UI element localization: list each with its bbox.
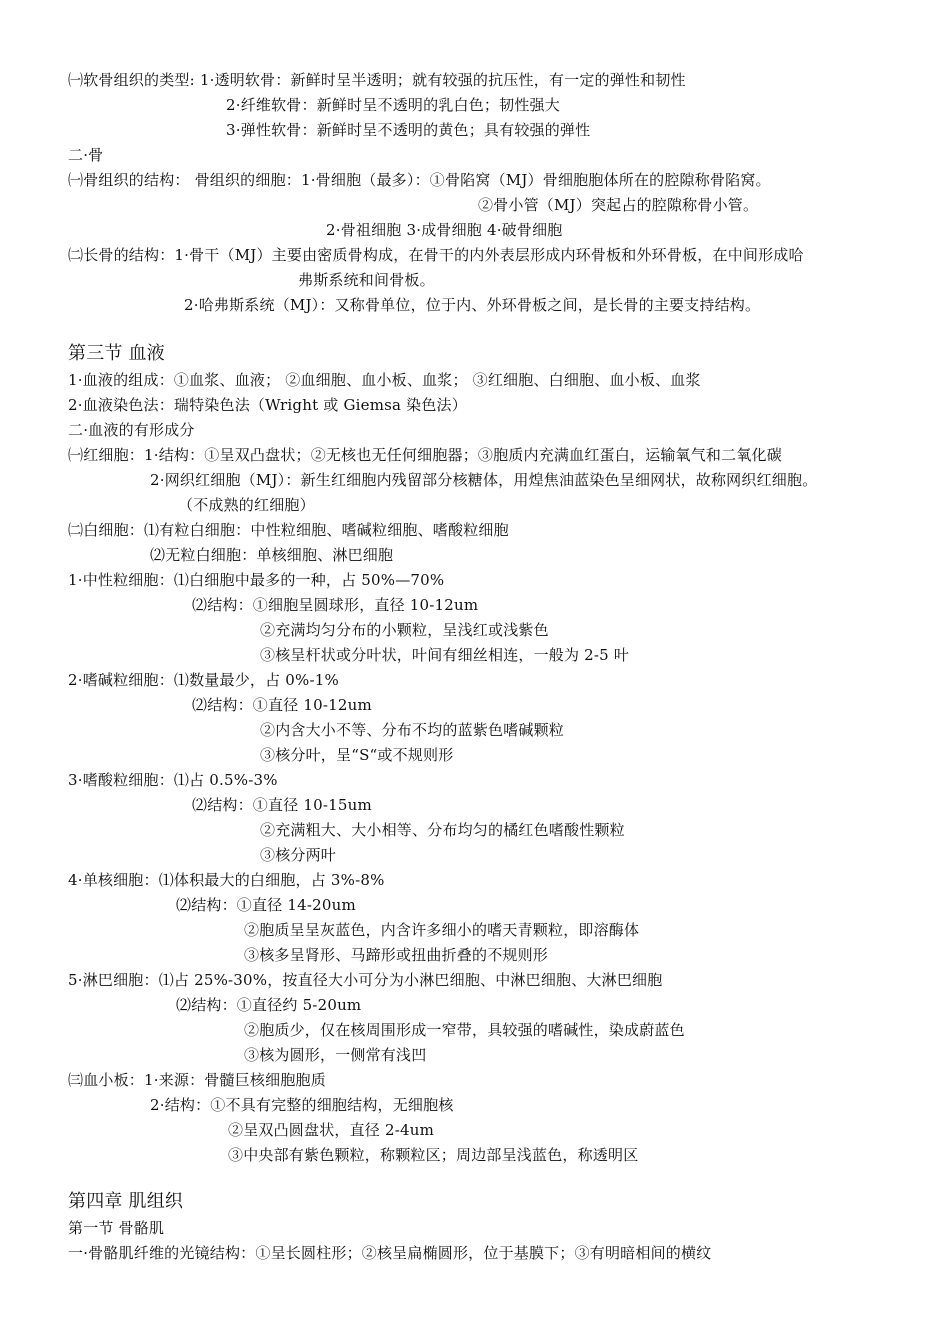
text-line: ㈡长骨的结构：1·骨干（MJ）主要由密质骨构成，在骨干的内外表层形成内环骨板和外环骨板，在中间形成哈 [68,246,804,264]
text-line: ③核多呈肾形、马蹄形或扭曲折叠的不规则形 [244,946,549,964]
text-line: 4·单核细胞：⑴体积最大的白细胞，占 3%-8% [68,871,385,889]
section-heading: 二·骨 [68,146,104,164]
text-line: ②骨小管（MJ）突起占的腔隙称骨小管。 [478,196,759,214]
text-line: ②胞质呈呈灰蓝色，内含许多细小的嗜天青颗粒，即溶酶体 [244,921,640,939]
text-line: 1·血液的组成：①血浆、血液； ②血细胞、血小板、血浆； ③红细胞、白细胞、血小板、血浆 [68,371,701,389]
text-line: ③核为圆形，一侧常有浅凹 [244,1046,427,1064]
text-line: 一·骨骼肌纤维的光镜结构：①呈长圆柱形；②核呈扁椭圆形，位于基膜下；③有明暗相间的横纹 [68,1244,712,1262]
section-title: 第一节 骨骼肌 [68,1219,165,1237]
chapter-title: 第四章 肌组织 [68,1191,184,1212]
text-line: ㈢血小板：1·来源：骨髓巨核细胞胞质 [68,1071,326,1089]
text-line: ③核分叶，呈“S“或不规则形 [260,746,454,764]
text-line: ㈠软骨组织的类型: 1·透明软骨：新鲜时呈半透明；就有较强的抗压性，有一定的弹性和韧性 [68,71,686,89]
text-line: ③核呈杆状或分叶状，叶间有细丝相连，一般为 2-5 叶 [260,646,630,664]
text-line: ㈠红细胞：1·结构：①呈双凸盘状；②无核也无任何细胞器；③胞质内充满血红蛋白，运输氧气和二氧化碳 [68,446,782,464]
text-line: ⑵结构：①细胞呈圆球形，直径 10-12um [192,596,479,614]
text-line: ②充满均匀分布的小颗粒，呈浅红或浅紫色 [260,621,549,639]
text-line: 3·嗜酸粒细胞：⑴占 0.5%-3% [68,771,278,789]
text-line: 2·结构：①不具有完整的细胞结构，无细胞核 [150,1096,454,1114]
text-line: 1·中性粒细胞：⑴白细胞中最多的一种，占 50%—70% [68,571,445,589]
text-line: 2·嗜碱粒细胞：⑴数量最少，占 0%-1% [68,671,339,689]
text-line: 2·骨祖细胞 3·成骨细胞 4·破骨细胞 [326,221,563,239]
text-line: ②胞质少，仅在核周围形成一窄带，具较强的嗜碱性，染成蔚蓝色 [244,1021,685,1039]
text-line: ㈡白细胞：⑴有粒白细胞：中性粒细胞、嗜碱粒细胞、嗜酸粒细胞 [68,521,509,539]
section-heading: 二·血液的有形成分 [68,421,195,439]
text-line: 2·网织红细胞（MJ）：新生红细胞内残留部分核糖体，用煌焦油蓝染色呈细网状，故称网织红细胞。 [150,471,818,489]
text-line: 2·哈弗斯系统（MJ）：又称骨单位，位于内、外环骨板之间，是长骨的主要支持结构。 [184,296,761,314]
text-line: ⑵结构：①直径约 5-20um [176,996,362,1014]
text-line: ②呈双凸圆盘状，直径 2-4um [228,1121,435,1139]
text-line: 5·淋巴细胞：⑴占 25%-30%，按直径大小可分为小淋巴细胞、中淋巴细胞、大淋巴细胞 [68,971,663,989]
text-line: 2·血液染色法：瑞特染色法（Wright 或 Giemsa 染色法） [68,396,467,414]
text-line: ③中央部有紫色颗粒，称颗粒区；周边部呈浅蓝色，称透明区 [228,1146,639,1164]
text-line: 2·纤维软骨：新鲜时呈不透明的乳白色；韧性强大 [226,96,560,114]
text-line: ⑵结构：①直径 14-20um [176,896,356,914]
text-line: （不成熟的红细胞） [178,496,315,514]
text-line: 3·弹性软骨：新鲜时呈不透明的黄色；具有较强的弹性 [226,121,591,139]
text-line: ②内含大小不等、分布不均的蓝紫色嗜碱颗粒 [260,721,565,739]
text-line: 弗斯系统和间骨板。 [298,271,435,289]
text-line: ⑵无粒白细胞：单核细胞、淋巴细胞 [150,546,394,564]
section-title: 第三节 血液 [68,343,165,364]
text-line: ③核分两叶 [260,846,337,864]
text-line: ㈠骨组织的结构： 骨组织的细胞：1·骨细胞（最多）：①骨陷窝（MJ）骨细胞胞体所在的腔隙称骨陷窝。 [68,171,771,189]
text-line: ⑵结构：①直径 10-15um [192,796,372,814]
text-line: ②充满粗大、大小相等、分布均匀的橘红色嗜酸性颗粒 [260,821,625,839]
text-line: ⑵结构：①直径 10-12um [192,696,372,714]
